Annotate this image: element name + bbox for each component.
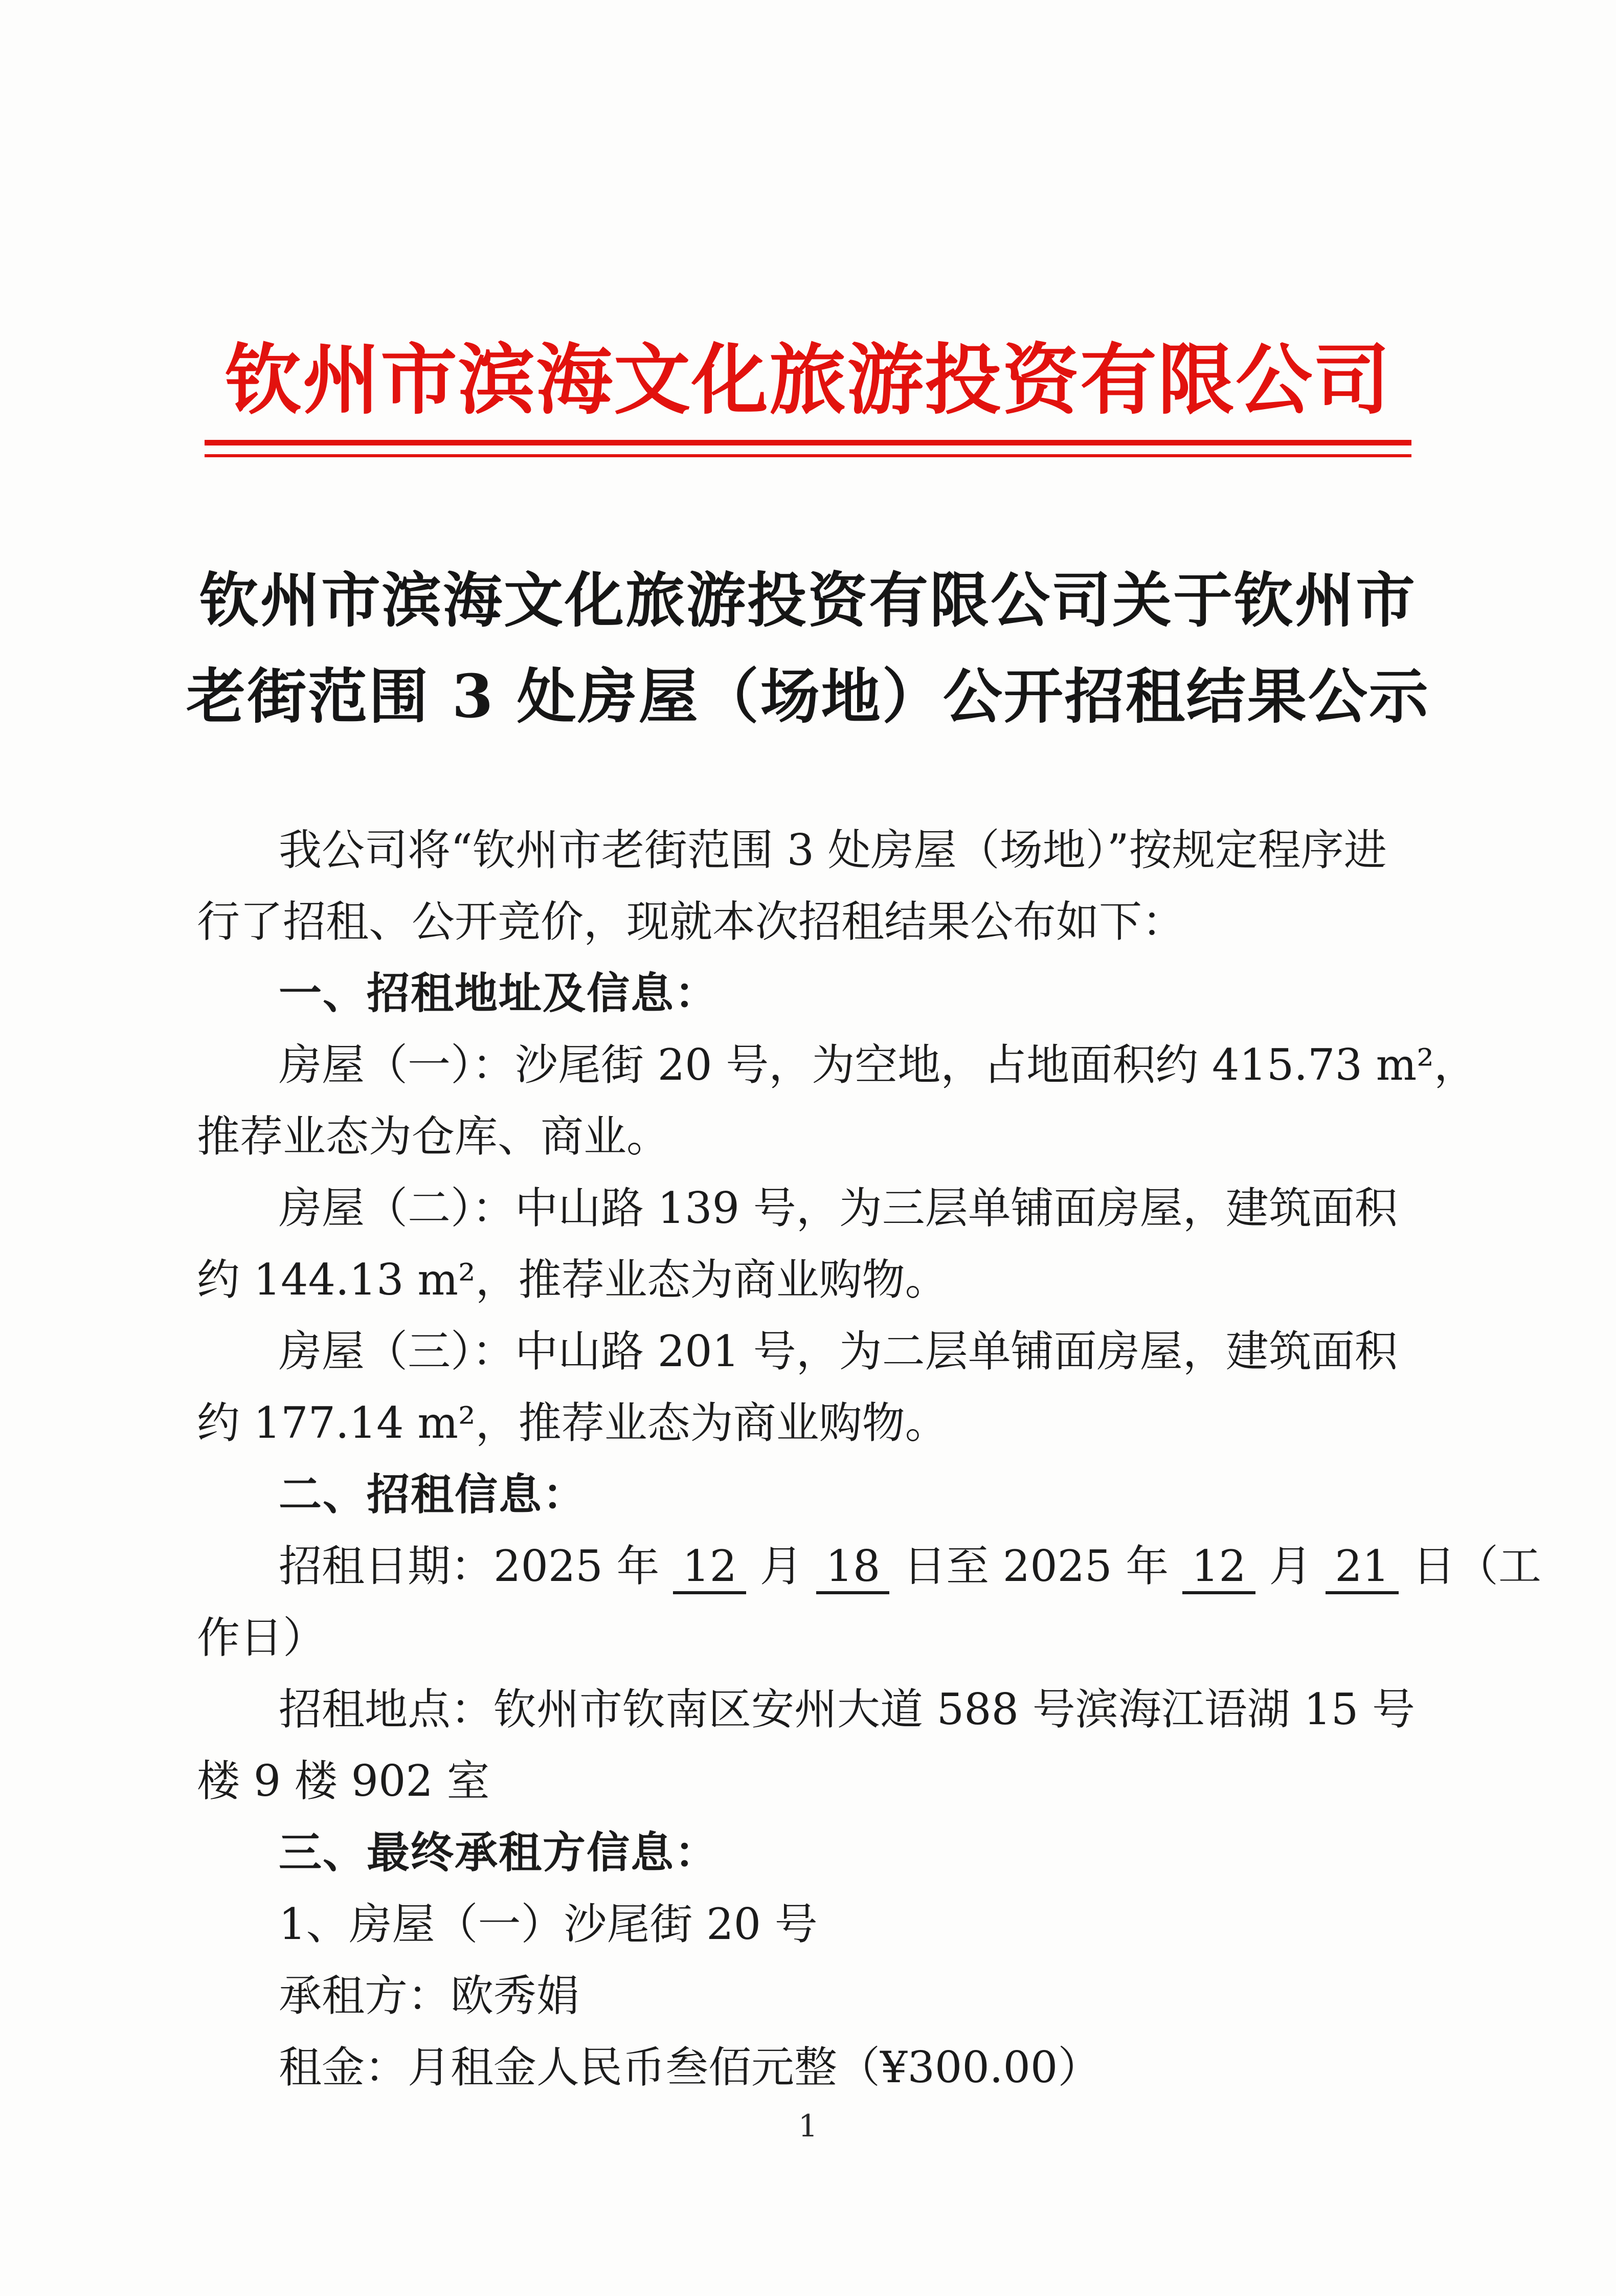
notice-title <box>0 552 1616 745</box>
rent-date-start-month-underlined: 12 <box>673 1541 746 1594</box>
rent-date-line-2: 作日） <box>197 1613 326 1663</box>
house-2-line-1: 房屋（二）：中山路 139 号，为三层单铺面房屋，建筑面积 <box>279 1183 1398 1233</box>
page-number: 1 <box>798 2108 818 2144</box>
notice-body <box>197 814 1541 2103</box>
tenant-1-name-line: 承租方：欧秀娟 <box>279 1971 580 2021</box>
tenant-1-rent-line: 租金：月租金人民币叁佰元整（¥300.00） <box>279 2042 1101 2092</box>
house-1-line-2: 推荐业态为仓库、商业。 <box>197 1111 670 1162</box>
rent-date-separator-2: 日至 2025 年 <box>889 1541 1182 1591</box>
notice-title-line-1: 钦州市滨海文化旅游投资有限公司关于钦州市 <box>199 566 1417 635</box>
house-3-line-2: 约 177.14 m²，推荐业态为商业购物。 <box>197 1398 948 1448</box>
letterhead-divider-thick-line <box>205 440 1411 445</box>
house-1-line-1: 房屋（一）：沙尾街 20 号，为空地，占地面积约 415.73 m²， <box>279 1040 1477 1090</box>
house-3-line-1: 房屋（三）：中山路 201 号，为二层单铺面房屋，建筑面积 <box>279 1326 1398 1376</box>
rent-date-start-day-underlined: 18 <box>816 1541 889 1594</box>
letterhead-company-name: 钦州市滨海文化旅游投资有限公司 <box>225 335 1391 425</box>
rent-date-separator-3: 月 <box>1255 1541 1326 1591</box>
rent-date-line-1 <box>197 1530 1541 1602</box>
rent-venue-line-2: 楼 9 楼 902 室 <box>197 1756 490 1806</box>
intro-line-2: 行了招租、公开竞价，现就本次招租结果公布如下： <box>197 897 1185 947</box>
section-3-heading: 三、最终承租方信息： <box>279 1827 719 1878</box>
letterhead-divider <box>205 440 1411 457</box>
rent-date-end-month-underlined: 12 <box>1182 1541 1255 1594</box>
house-2-line-2: 约 144.13 m²，推荐业态为商业购物。 <box>197 1255 948 1305</box>
letterhead <box>0 0 1616 457</box>
tenant-1-property-line: 1、房屋（一）沙尾街 20 号 <box>279 1899 818 1949</box>
rent-date-end-day-underlined: 21 <box>1326 1541 1399 1594</box>
page-footer <box>0 2108 1616 2144</box>
section-2-heading: 二、招租信息： <box>279 1469 587 1520</box>
section-1-heading: 一、招租地址及信息： <box>279 968 719 1018</box>
rent-date-separator-1: 月 <box>746 1541 817 1591</box>
intro-line-1: 我公司将“钦州市老街范围 3 处房屋（场地）”按规定程序进 <box>279 825 1387 875</box>
rent-venue-line-1: 招租地点：钦州市钦南区安州大道 588 号滨海江语湖 15 号 <box>279 1684 1416 1734</box>
rent-date-suffix: 日（工 <box>1399 1541 1541 1591</box>
rent-date-prefix: 招租日期：2025 年 <box>279 1541 674 1591</box>
letterhead-divider-thin-line <box>205 454 1411 457</box>
notice-title-line-2: 老街范围 3 处房屋（场地）公开招租结果公示 <box>186 662 1430 731</box>
